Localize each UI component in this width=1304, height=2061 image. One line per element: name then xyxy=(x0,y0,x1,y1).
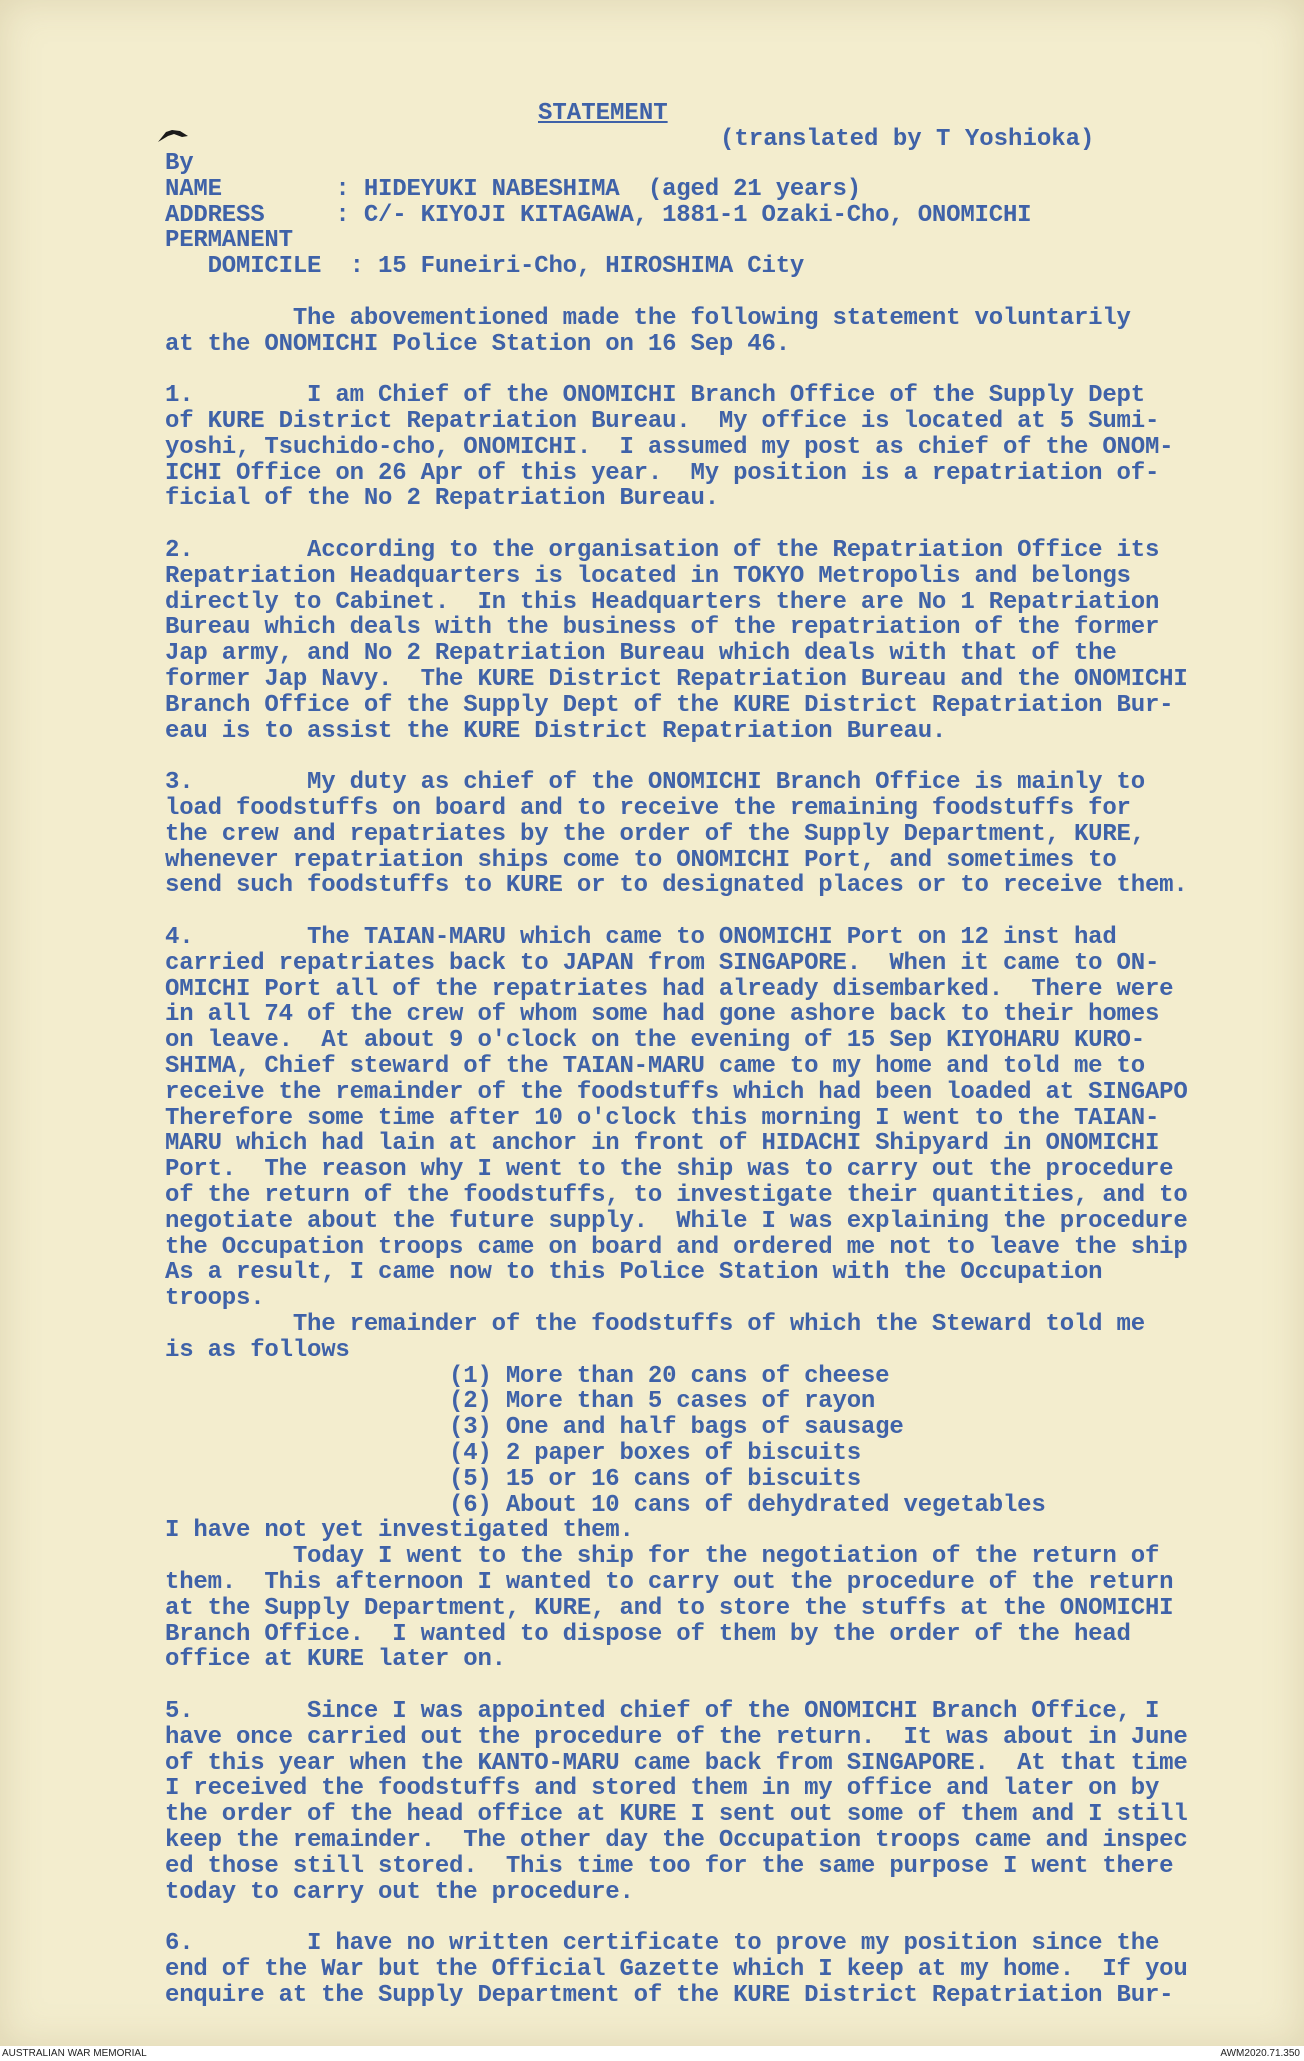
statement-line: on leave. At about 9 o'clock on the evening of 15 Sep KIYOHARU KURO- xyxy=(165,1027,1145,1055)
statement-line: ADDRESS : C/- KIYOJI KITAGAWA, 1881-1 Ozaki-Cho, ONOMICHI xyxy=(165,201,1032,229)
statement-line: Branch Office of the Supply Dept of the KURE District Repatriation Bur- xyxy=(165,691,1174,719)
statement-line: of the return of the foodstuffs, to investigate their quantities, and to xyxy=(165,1182,1188,1209)
statement-line: The remainder of the foodstuffs of which the Steward told me xyxy=(165,1311,1145,1338)
statement-line: yoshi, Tsuchido-cho, ONOMICHI. I assumed my post as chief of the ONOM- xyxy=(165,433,1174,461)
statement-line: (5) 15 or 16 cans of biscuits xyxy=(165,1465,861,1493)
statement-line: ICHI Office on 26 Apr of this year. My position is a repatriation of- xyxy=(165,459,1160,487)
statement-line: ed those still stored. This time too for the same purpose I went there xyxy=(165,1852,1174,1880)
statement-line: office at KURE later on. xyxy=(165,1646,506,1674)
statement-line: eau is to assist the KURE District Repatriation Bureau. xyxy=(165,717,947,745)
statement-line: today to carry out the procedure. xyxy=(165,1878,634,1906)
statement-line: Branch Office. I wanted to dispose of them by the order of the head xyxy=(165,1620,1131,1648)
statement-line: at the ONOMICHI Police Station on 16 Sep 46. xyxy=(165,330,790,358)
statement-line: Repatriation Headquarters is located in TOKYO Metropolis and belongs xyxy=(165,562,1131,590)
statement-line: ficial of the No 2 Repatriation Bureau. xyxy=(165,485,719,513)
statement-line: NAME : HIDEYUKI NABESHIMA (aged 21 years) xyxy=(165,175,861,203)
ink-mark xyxy=(156,128,190,144)
statement-line: directly to Cabinet. In this Headquarters there are No 1 Repatriation xyxy=(165,588,1160,616)
statement-line: Today I went to the ship for the negotiation of the return of xyxy=(165,1543,1160,1571)
statement-line: end of the War but the Official Gazette which I keep at my home. If you xyxy=(165,1956,1188,1983)
institution-label: AUSTRALIAN WAR MEMORIAL xyxy=(2,2048,147,2059)
statement-line: By xyxy=(165,150,194,177)
statement-line: of this year when the KANTO-MARU came back from SINGAPORE. At that time xyxy=(165,1749,1188,1777)
statement-line: the order of the head office at KURE I sent out some of them and I still xyxy=(165,1801,1188,1829)
statement-line: OMICHI Port all of the repatriates had already disembarked. There were xyxy=(165,975,1174,1003)
statement-line: (1) More than 20 cans of cheese xyxy=(165,1362,890,1390)
statement-line: negotiate about the future supply. While I was explaining the procedure xyxy=(165,1207,1188,1235)
statement-line: 4. The TAIAN-MARU which came to ONOMICHI Port on 12 inst had xyxy=(165,924,1117,951)
statement-line: 2. According to the organisation of the Repatriation Office its xyxy=(165,537,1160,564)
statement-line: (2) More than 5 cases of rayon xyxy=(165,1388,876,1416)
translator-note: (translated by T Yoshioka) xyxy=(720,126,1095,153)
statement-title: STATEMENT xyxy=(538,100,668,127)
statement-line: Bureau which deals with the business of the repatriation of the former xyxy=(165,614,1160,642)
statement-line: send such foodstuffs to KURE or to designated places or to receive them. xyxy=(165,872,1188,900)
statement-line: (3) One and half bags of sausage xyxy=(165,1414,904,1442)
statement-line: (6) About 10 cans of dehydrated vegetables xyxy=(165,1491,1046,1519)
statement-line: 6. I have no written certificate to prove my position since the xyxy=(165,1930,1160,1958)
statement-line: Therefore some time after 10 o'clock this morning I went to the TAIAN- xyxy=(165,1104,1160,1132)
statement-line: keep the remainder. The other day the Occupation troops came and inspec xyxy=(165,1827,1188,1854)
statement-line: PERMANENT xyxy=(165,227,293,255)
statement-line: The abovementioned made the following statement voluntarily xyxy=(165,304,1131,332)
statement-line: Port. The reason why I went to the ship was to carry out the procedure xyxy=(165,1156,1174,1184)
statement-line: load foodstuffs on board and to receive the remaining foodstuffs for xyxy=(165,795,1131,822)
statement-line: 3. My duty as chief of the ONOMICHI Branch Office is mainly to xyxy=(165,769,1145,797)
statement-line: MARU which had lain at anchor in front of HIDACHI Shipyard in ONOMICHI xyxy=(165,1130,1160,1158)
statement-line: (4) 2 paper boxes of biscuits xyxy=(165,1440,861,1467)
statement-line: carried repatriates back to JAPAN from SINGAPORE. When it came to ON- xyxy=(165,949,1160,977)
statement-line: SHIMA, Chief steward of the TAIAN-MARU came to my home and told me to xyxy=(165,1053,1145,1080)
statement-line: troops. xyxy=(165,1285,265,1313)
statement-line: have once carried out the procedure of the return. It was about in June xyxy=(165,1723,1188,1751)
statement-line: enquire at the Supply Department of the KURE District Repatriation Bur- xyxy=(165,1981,1174,2009)
statement-line: former Jap Navy. The KURE District Repatriation Bureau and the ONOMICHI xyxy=(165,666,1188,693)
statement-line: of KURE District Repatriation Bureau. My office is located at 5 Sumi- xyxy=(165,408,1160,435)
statement-line: Jap army, and No 2 Repatriation Bureau which deals with that of the xyxy=(165,640,1117,668)
statement-line: at the Supply Department, KURE, and to store the stuffs at the ONOMICHI xyxy=(165,1594,1174,1622)
statement-line: 1. I am Chief of the ONOMICHI Branch Office of the Supply Dept xyxy=(165,382,1145,410)
statement-line: I have not yet investigated them. xyxy=(165,1517,634,1545)
statement-line: 5. Since I was appointed chief of the ONOMICHI Branch Office, I xyxy=(165,1698,1160,1725)
statement-line: the Occupation troops came on board and ordered me not to leave the ship xyxy=(165,1233,1188,1261)
statement-line: As a result, I came now to this Police Station with the Occupation xyxy=(165,1259,1103,1287)
reference-number: AWM2020.71.350 xyxy=(1220,2048,1300,2059)
statement-line: in all 74 of the crew of whom some had gone ashore back to their homes xyxy=(165,1001,1160,1029)
statement-line: whenever repatriation ships come to ONOMICHI Port, and sometimes to xyxy=(165,846,1117,874)
statement-line: is as follows xyxy=(165,1336,350,1364)
footer xyxy=(0,2046,1304,2061)
statement-line: DOMICILE : 15 Funeiri-Cho, HIROSHIMA City xyxy=(165,253,805,281)
statement-line: the crew and repatriates by the order of the Supply Department, KURE, xyxy=(165,820,1145,848)
statement-line: receive the remainder of the foodstuffs which had been loaded at SINGAPO xyxy=(165,1078,1188,1106)
statement-line: them. This afternoon I wanted to carry out the procedure of the return xyxy=(165,1569,1174,1596)
statement-line: I received the foodstuffs and stored them in my office and later on by xyxy=(165,1775,1160,1803)
